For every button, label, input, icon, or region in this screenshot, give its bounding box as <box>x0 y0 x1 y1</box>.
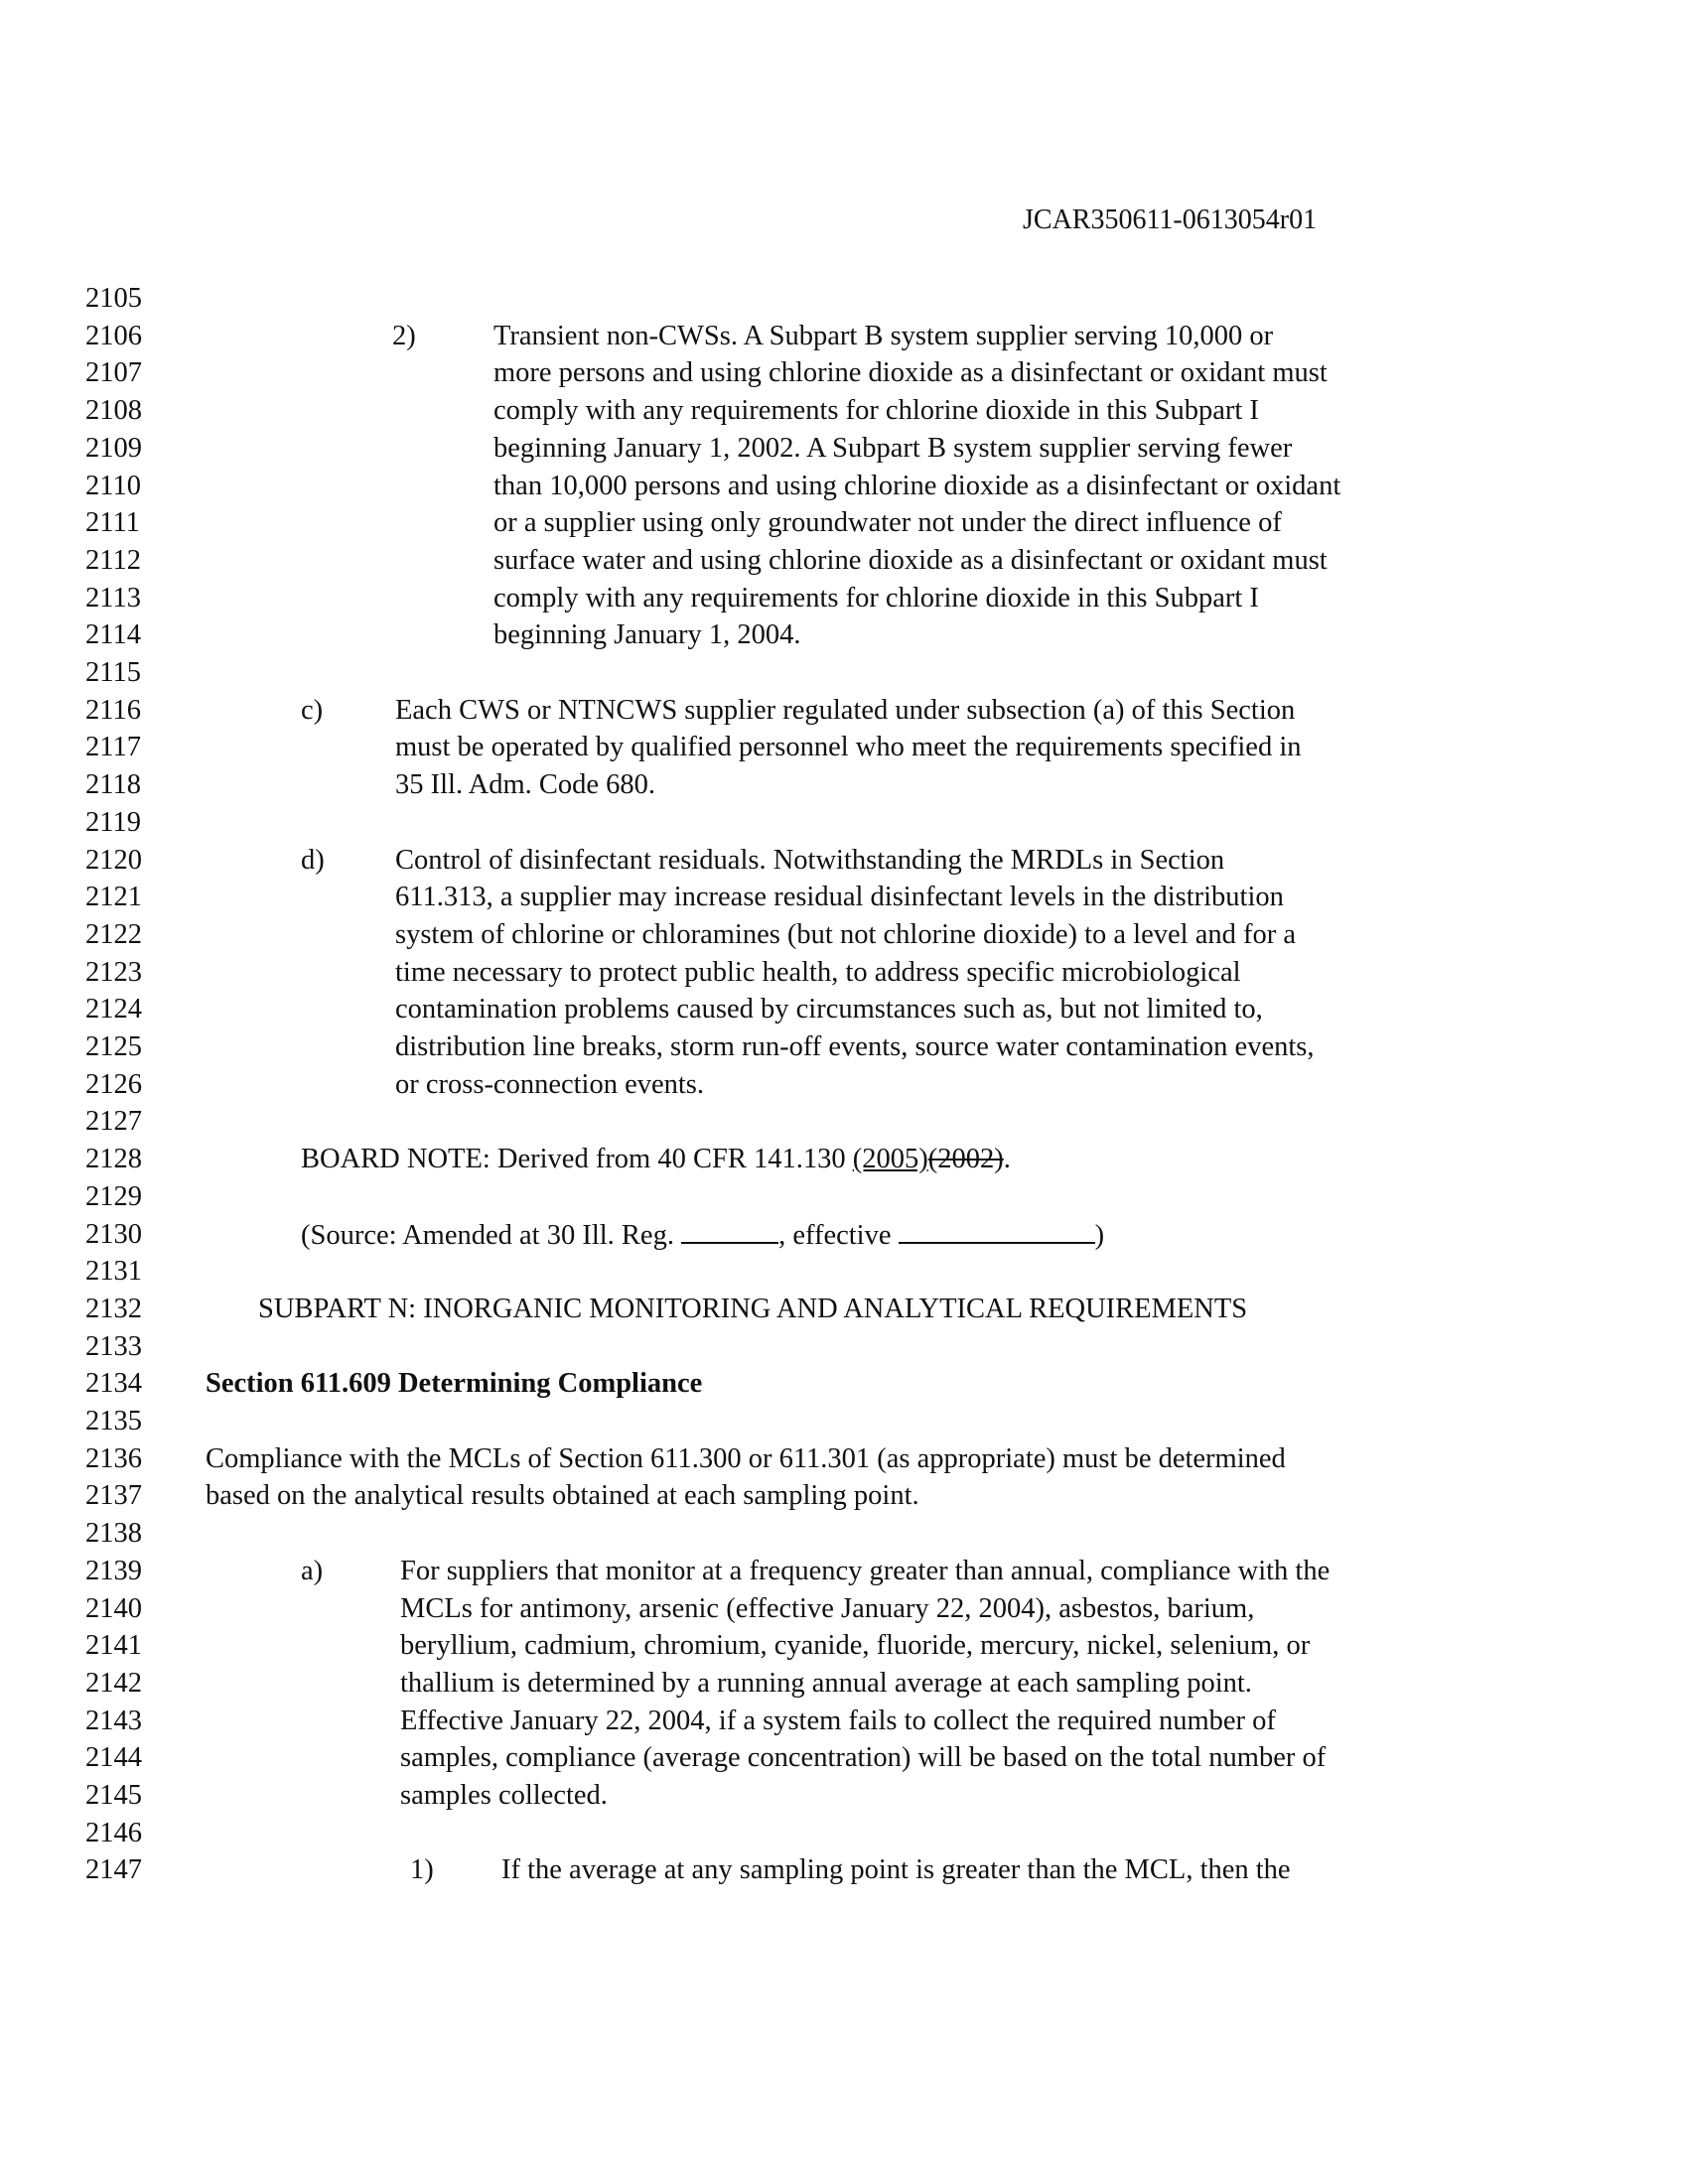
document-line <box>0 1627 1684 1665</box>
line-number: 2120 <box>85 844 142 876</box>
document-line <box>0 1365 1684 1403</box>
line-number: 2113 <box>85 582 141 614</box>
document-line <box>0 1066 1684 1104</box>
paragraph-text: or cross-connection events. <box>395 1068 705 1100</box>
paragraph-text: time necessary to protect public health, to address specific microbiological <box>395 956 1241 988</box>
inserted-text: (2005) <box>852 1144 928 1175</box>
paragraph-text: 611.313, a supplier may increase residual disinfectant levels in the distribution <box>395 882 1284 913</box>
paragraph-text: or a supplier using only groundwater not under the direct influence of <box>493 507 1282 539</box>
document-line <box>0 280 1684 318</box>
document-line <box>0 318 1684 355</box>
paragraph-text: than 10,000 persons and using chlorine dioxide as a disinfectant or oxidant <box>493 470 1341 501</box>
line-number: 2112 <box>85 544 141 576</box>
line-number: 2118 <box>85 769 141 801</box>
line-number: 2135 <box>85 1406 142 1436</box>
list-label: 2) <box>392 320 416 351</box>
paragraph-text: Transient non-CWSs. A Subpart B system supplier serving 10,000 or <box>493 320 1274 351</box>
paragraph-text: thallium is determined by a running annual average at each sampling point. <box>400 1667 1252 1699</box>
document-line <box>0 1178 1684 1216</box>
document-id: JCAR350611-0613054r01 <box>1023 205 1318 235</box>
subpart-heading: SUBPART N: INORGANIC MONITORING AND ANALYTICAL REQUIREMENTS <box>258 1293 1248 1324</box>
paragraph-text: Each CWS or NTNCWS supplier regulated under subsection (a) of this Section <box>395 694 1296 726</box>
line-number: 2142 <box>85 1667 142 1699</box>
line-number: 2131 <box>85 1256 142 1288</box>
paragraph-text: Effective January 22, 2004, if a system fails to collect the required number of <box>400 1705 1276 1736</box>
line-number: 2124 <box>85 994 142 1025</box>
line-number: 2146 <box>85 1817 142 1848</box>
paragraph-text: comply with any requirements for chlorine dioxide in this Subpart I <box>493 395 1259 427</box>
paragraph-text: Compliance with the MCLs of Section 611.300 or 611.301 (as appropriate) must be determined <box>206 1442 1286 1474</box>
document-line <box>0 729 1684 766</box>
document-line <box>0 1851 1684 1889</box>
line-number: 2132 <box>85 1293 142 1324</box>
document-line <box>0 1403 1684 1440</box>
board-note <box>301 1141 1011 1178</box>
document-line <box>0 954 1684 992</box>
board-note-text: BOARD NOTE: Derived from 40 CFR 141.130 <box>301 1144 853 1175</box>
document-line <box>0 616 1684 654</box>
paragraph-text: system of chlorine or chloramines (but not chlorine dioxide) to a level and for a <box>395 918 1296 950</box>
line-number: 2126 <box>85 1068 142 1100</box>
list-label: d) <box>301 844 325 876</box>
source-text: , effective <box>778 1219 899 1251</box>
document-line <box>0 991 1684 1028</box>
document-line <box>0 504 1684 542</box>
line-number: 2144 <box>85 1742 142 1774</box>
document-line <box>0 1440 1684 1478</box>
paragraph-text: For suppliers that monitor at a frequency greater than annual, compliance with the <box>400 1555 1331 1586</box>
document-line <box>0 1739 1684 1777</box>
paragraph-text: If the average at any sampling point is greater than the MCL, then the <box>501 1854 1291 1886</box>
line-number: 2143 <box>85 1705 142 1736</box>
document-line <box>0 392 1684 430</box>
paragraph-text: beryllium, cadmium, chromium, cyanide, fluoride, mercury, nickel, selenium, or <box>400 1630 1311 1662</box>
line-number: 2121 <box>85 882 142 913</box>
paragraph-text: beginning January 1, 2004. <box>493 619 801 651</box>
line-number: 2111 <box>85 507 140 539</box>
document-line <box>0 1291 1684 1328</box>
document-line <box>0 692 1684 730</box>
document-line <box>0 766 1684 804</box>
line-number: 2141 <box>85 1630 142 1662</box>
line-number: 2139 <box>85 1555 142 1586</box>
document-line <box>0 1777 1684 1815</box>
document-line <box>0 1103 1684 1141</box>
line-number: 2106 <box>85 320 142 351</box>
document-line <box>0 468 1684 505</box>
line-number: 2122 <box>85 918 142 950</box>
document-line <box>0 1815 1684 1852</box>
paragraph-text: 35 Ill. Adm. Code 680. <box>395 769 656 801</box>
line-number: 2116 <box>85 694 141 726</box>
source-text: ) <box>1094 1219 1105 1251</box>
document-line <box>0 654 1684 692</box>
paragraph-text: samples collected. <box>400 1780 608 1811</box>
source-note <box>301 1216 1104 1255</box>
paragraph-text: distribution line breaks, storm run-off events, source water contamination events, <box>395 1031 1315 1062</box>
paragraph-text: MCLs for antimony, arsenic (effective January 22, 2004), asbestos, barium, <box>400 1592 1255 1624</box>
line-number: 2117 <box>85 732 141 763</box>
document-line <box>0 1141 1684 1178</box>
line-number: 2119 <box>85 806 141 838</box>
paragraph-text: comply with any requirements for chlorine dioxide in this Subpart I <box>493 582 1259 614</box>
line-number: 2108 <box>85 395 142 427</box>
document-line <box>0 1216 1684 1254</box>
document-line <box>0 1328 1684 1366</box>
effective-date-blank <box>899 1216 1095 1244</box>
document-line <box>0 1253 1684 1291</box>
line-number: 2138 <box>85 1518 142 1550</box>
document-line <box>0 1590 1684 1628</box>
source-text: (Source: Amended at 30 Ill. Reg. <box>301 1219 682 1251</box>
line-number: 2129 <box>85 1180 142 1212</box>
line-number: 2110 <box>85 470 141 501</box>
line-number: 2140 <box>85 1592 142 1624</box>
line-number: 2125 <box>85 1031 142 1062</box>
document-line <box>0 879 1684 916</box>
section-heading: Section 611.609 Determining Compliance <box>206 1368 703 1400</box>
line-number: 2123 <box>85 956 142 988</box>
paragraph-text: Control of disinfectant residuals. Notwithstanding the MRDLs in Section <box>395 844 1225 876</box>
document-line <box>0 1703 1684 1740</box>
paragraph-text: surface water and using chlorine dioxide as a disinfectant or oxidant must <box>493 544 1328 576</box>
document-line <box>0 1553 1684 1590</box>
line-number: 2105 <box>85 283 142 314</box>
board-note-suffix: . <box>1003 1144 1011 1175</box>
line-number: 2115 <box>85 657 141 688</box>
paragraph-text: more persons and using chlorine dioxide as a disinfectant or oxidant must <box>493 357 1328 389</box>
paragraph-text: based on the analytical results obtained at each sampling point. <box>206 1480 919 1512</box>
paragraph-text: must be operated by qualified personnel who meet the requirements specified in <box>395 732 1302 763</box>
list-label: c) <box>301 694 324 726</box>
paragraph-text: beginning January 1, 2002. A Subpart B system supplier serving fewer <box>493 432 1293 464</box>
document-line <box>0 842 1684 880</box>
line-number: 2133 <box>85 1330 142 1362</box>
document-line <box>0 580 1684 617</box>
document-line <box>0 430 1684 468</box>
line-number: 2107 <box>85 357 142 389</box>
list-label: a) <box>301 1555 324 1586</box>
list-label: 1) <box>410 1854 434 1886</box>
paragraph-text: samples, compliance (average concentration) will be based on the total number of <box>400 1742 1327 1774</box>
line-number: 2145 <box>85 1780 142 1811</box>
deleted-text: (2002) <box>927 1144 1004 1175</box>
line-number: 2137 <box>85 1480 142 1512</box>
line-number: 2127 <box>85 1106 142 1138</box>
line-number: 2114 <box>85 619 141 651</box>
paragraph-text: contamination problems caused by circumstances such as, but not limited to, <box>395 994 1263 1025</box>
document-line <box>0 916 1684 954</box>
document-line <box>0 542 1684 580</box>
line-number: 2128 <box>85 1144 142 1175</box>
line-number: 2134 <box>85 1368 142 1400</box>
document-line <box>0 1515 1684 1553</box>
document-line <box>0 354 1684 392</box>
document-line <box>0 1028 1684 1066</box>
register-blank <box>681 1216 778 1244</box>
line-number: 2147 <box>85 1854 142 1886</box>
line-number: 2130 <box>85 1218 142 1250</box>
document-line <box>0 804 1684 842</box>
document-line <box>0 1665 1684 1703</box>
document-line <box>0 1477 1684 1515</box>
line-number: 2136 <box>85 1442 142 1474</box>
line-number: 2109 <box>85 432 142 464</box>
